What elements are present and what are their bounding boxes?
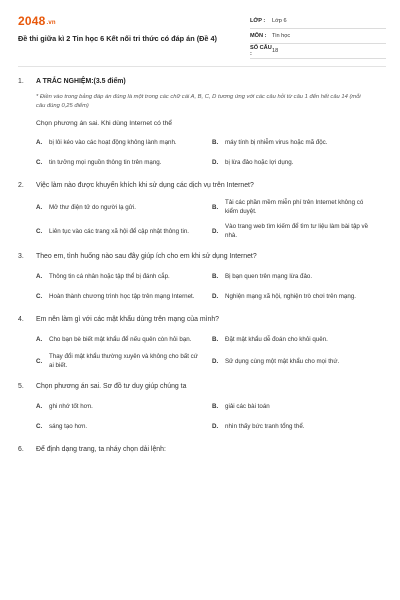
info-value: Tin học <box>272 33 291 39</box>
option-d[interactable] <box>212 352 384 370</box>
option-text: Đặt mật khẩu dễ đoán cho khỏi quên. <box>225 335 328 343</box>
question-header <box>18 445 386 454</box>
option-letter: C. <box>36 292 43 300</box>
answer-options <box>36 135 386 169</box>
option-letter: B. <box>212 203 219 211</box>
info-row-count <box>250 44 386 59</box>
option-text: ghi nhớ tốt hơn. <box>49 402 93 410</box>
document-info <box>250 14 386 59</box>
option-text: Hoàn thành chương trình học tập trên mạng Internet. <box>49 292 195 300</box>
option-letter: C. <box>36 158 43 166</box>
question-5 <box>18 382 386 433</box>
info-key: MÔN : <box>250 33 267 39</box>
option-d[interactable] <box>212 222 384 240</box>
answer-options <box>36 332 386 370</box>
option-text: bị lôi kéo vào các hoạt động không lành mạnh. <box>49 138 177 146</box>
option-d[interactable] <box>212 419 384 433</box>
option-text: nhìn thấy bức tranh tổng thể. <box>225 422 305 430</box>
option-d[interactable] <box>212 155 384 169</box>
option-b[interactable] <box>212 269 384 283</box>
option-c[interactable] <box>36 289 208 303</box>
option-text: Nghiện mạng xã hội, nghiện trò chơi trên mạng. <box>225 292 356 300</box>
option-text: Bị bạn quen trên mạng lừa đảo. <box>225 272 313 280</box>
option-b[interactable] <box>212 135 384 149</box>
question-number: 3. <box>18 253 24 260</box>
option-letter: B. <box>212 138 219 146</box>
question-1 <box>18 78 386 169</box>
option-text: bị lừa đảo hoặc lợi dụng. <box>225 158 294 166</box>
document-title: Đề thi giữa kì 2 Tin học 6 Kết nối tri thức có đáp án (Đề 4) <box>18 34 217 43</box>
option-c[interactable] <box>36 419 208 433</box>
option-text: Mở thư điện tử do người lạ gửi. <box>49 203 136 211</box>
option-text: Liên tục vào các trang xã hội để cập nhật thông tin. <box>49 227 190 235</box>
option-letter: D. <box>212 357 219 365</box>
option-letter: B. <box>212 272 219 280</box>
logo-text: 2048 <box>18 14 46 28</box>
option-letter: A. <box>36 272 43 280</box>
option-text: Thông tin cá nhân hoặc tập thể bị đánh cắp. <box>49 272 170 280</box>
question-header <box>18 252 386 261</box>
option-d[interactable] <box>212 289 384 303</box>
question-number: 2. <box>18 182 24 189</box>
section-title: A TRẮC NGHIỆM:(3.5 điểm) <box>36 78 126 85</box>
option-a[interactable] <box>36 135 208 149</box>
option-text: giải các bài toán <box>225 402 270 410</box>
option-text: Thay đổi mật khẩu thường xuyên và không cho bất cứ ai biết. <box>49 353 198 369</box>
option-text: máy tính bị nhiễm virus hoặc mã độc. <box>225 138 328 146</box>
document-header <box>18 12 386 62</box>
section-heading <box>18 78 386 85</box>
option-letter: A. <box>36 203 43 211</box>
answer-options <box>36 399 386 433</box>
option-c[interactable] <box>36 222 208 240</box>
question-header <box>18 181 386 190</box>
option-c[interactable] <box>36 352 208 370</box>
option-text: sáng tạo hơn. <box>49 422 88 430</box>
exam-content <box>18 78 386 466</box>
section-instruction: * Điền vào trong bảng đáp án đúng là một trong các chữ cái A, B, C, D tương ứng với các câu hỏi từ câu 1 đến hết câu 14 (mỗi câu đúng 0,25 điểm) <box>36 94 361 109</box>
option-letter: A. <box>36 335 43 343</box>
answer-options <box>36 198 386 240</box>
option-text: Tải các phần mềm miễn phí trên Internet không có kiểm duyệt. <box>225 199 364 215</box>
question-number: 5. <box>18 383 24 390</box>
option-letter: C. <box>36 227 43 235</box>
option-text: tin tưởng mọi nguồn thông tin trên mạng. <box>49 158 162 166</box>
header-divider <box>18 66 386 67</box>
option-text: Sử dụng cùng một mật khẩu cho mọi thứ. <box>225 357 340 365</box>
info-key: SỐ CÂU : <box>250 45 272 57</box>
info-row-subject <box>250 29 386 44</box>
question-number: 1. <box>18 78 24 85</box>
question-number: 6. <box>18 446 24 453</box>
question-text: Chọn phương án sai. Khi dùng Internet có thể <box>36 120 173 127</box>
option-c[interactable] <box>36 155 208 169</box>
option-b[interactable] <box>212 332 384 346</box>
question-4 <box>18 315 386 370</box>
option-a[interactable] <box>36 198 208 216</box>
option-b[interactable] <box>212 399 384 413</box>
option-b[interactable] <box>212 198 384 216</box>
question-2 <box>18 181 386 240</box>
question-text: Chọn phương án sai. Sơ đồ tư duy giúp chúng ta <box>36 383 187 390</box>
info-value: 18 <box>272 48 279 54</box>
option-letter: C. <box>36 422 43 430</box>
info-row-class <box>250 14 386 29</box>
option-letter: D. <box>212 227 219 235</box>
site-logo[interactable] <box>18 14 56 28</box>
question-number: 4. <box>18 316 24 323</box>
option-letter: A. <box>36 402 43 410</box>
option-a[interactable] <box>36 269 208 283</box>
option-letter: D. <box>212 292 219 300</box>
question-text: Theo em, tình huống nào sau đây giúp ích cho em khi sử dụng Internet? <box>36 253 257 260</box>
option-letter: C. <box>36 357 43 365</box>
option-text: Cho bạn bè biết mật khẩu để nếu quên còn hỏi bạn. <box>49 335 192 343</box>
option-letter: D. <box>212 422 219 430</box>
question-3 <box>18 252 386 303</box>
option-letter: A. <box>36 138 43 146</box>
question-text: Em nên làm gì với các mật khẩu dùng trên mạng của mình? <box>36 316 220 323</box>
option-a[interactable] <box>36 332 208 346</box>
option-text: Vào trang web tìm kiếm để tìm tư liệu làm bài tập về nhà. <box>225 223 369 239</box>
info-key: LỚP : <box>250 18 266 24</box>
option-a[interactable] <box>36 399 208 413</box>
option-letter: B. <box>212 335 219 343</box>
option-letter: D. <box>212 158 219 166</box>
option-letter: B. <box>212 402 219 410</box>
question-header <box>18 382 386 391</box>
logo-suffix: .vn <box>46 20 56 26</box>
question-6 <box>18 445 386 454</box>
question-text: Để định dạng trang, ta nháy chọn dải lệnh: <box>36 446 166 453</box>
question-text: Việc làm nào được khuyến khích khi sử dụng các dịch vụ trên Internet? <box>36 182 254 189</box>
answer-options <box>36 269 386 303</box>
question-header <box>18 315 386 324</box>
info-value: Lớp 6 <box>272 18 287 24</box>
